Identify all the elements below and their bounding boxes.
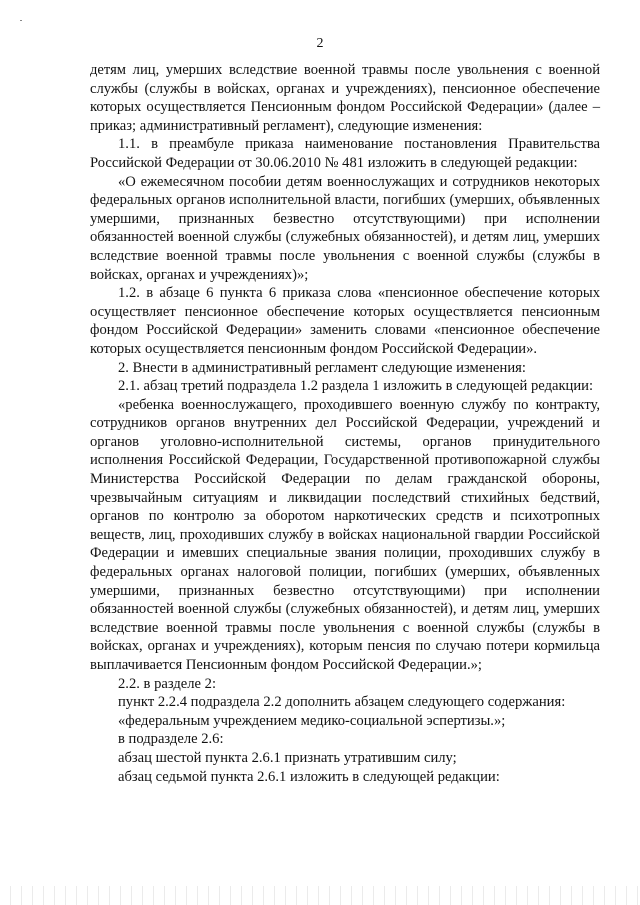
document-body xyxy=(90,61,600,786)
paragraph: пункт 2.2.4 подраздела 2.2 дополнить абзацем следующего содержания: xyxy=(118,694,566,711)
paragraph: 2.2. в разделе 2: xyxy=(118,675,217,692)
page-number: 2 xyxy=(316,36,324,51)
scan-bottom-edge xyxy=(0,886,640,905)
paragraph: абзац шестой пункта 2.6.1 признать утратившим силу; xyxy=(118,749,457,766)
paragraph: 2.1. абзац третий подраздела 1.2 раздела 1 изложить в следующей редакции: xyxy=(118,378,594,395)
paragraph: «О ежемесячном пособии детям военнослужащих и сотрудников некоторых федеральных органов исполнительной власти, погибших (умерших, объявленных умершими, признанных безвестно отсутствующими) при исполнении обязанностей военной службы (служебных обязанностей), и детям лиц, умерших вследствие военной травмы после увольнения с военной службы (службы в войсках, органах и учреждениях)»; xyxy=(90,173,600,283)
paragraph: 2. Внести в административный регламент следующие изменения: xyxy=(118,359,526,376)
paragraph: 1.2. в абзаце 6 пункта 6 приказа слова «пенсионное обеспечение которых осуществляет пенсионное обеспечение которых осуществляется пенсионным фондом Российской Федерации» заменить словами «пенсионное обеспечение которых осуществляется пенсионным фондом Российской Федерации». xyxy=(90,285,600,357)
paragraph: в подразделе 2.6: xyxy=(118,731,224,748)
paragraph: «федеральным учреждением медико-социальной эспертизы.»; xyxy=(118,712,506,729)
paragraph: 1.1. в преамбуле приказа наименование постановления Правительства Российской Федерации от 30.06.2010 № 481 изложить в следующей редакции: xyxy=(90,136,600,171)
scan-speck xyxy=(20,20,22,21)
paragraph: детям лиц, умерших вследствие военной травмы после увольнения с военной службы (службы в войсках, органах и учреждениях), пенсионное обеспечение которых осуществляется Пенсионным фондом Российской Федерации» (далее – приказ; административный регламент), следующие изменения: xyxy=(90,62,600,134)
paragraph: абзац седьмой пункта 2.6.1 изложить в следующей редакции: xyxy=(118,768,500,785)
paragraph: «ребенка военнослужащего, проходившего военную службу по контракту, сотрудников органов внутренних дел Российской Федерации, учреждений и органов уголовно-исполнительной системы, органов принудительного исполнения Российской Федерации, Государственной противопожарной службы Министерства Российской Федерации по делам гражданской обороны, чрезвычайным ситуациям и ликвидации последствий стихийных бедствий, органов по контролю за оборотом наркотических средств и психотропных веществ, лиц, проходивших службу в войсках национальной гвардии Российской Федерации и имевших специальные звания полиции, проходивших службу в федеральных органах налоговой полиции, погибших (умерших, объявленных умершими, признанных безвестно отсутствующими) при исполнении обязанностей военной службы (служебных обязанностей), и детям лиц, умерших вследствие военной травмы после увольнения с военной службы (службы в войсках, органах и учреждениях), которым пенсия по случаю потери кормильца выплачивается Пенсионным фондом Российской Федерации.»; xyxy=(90,396,600,673)
